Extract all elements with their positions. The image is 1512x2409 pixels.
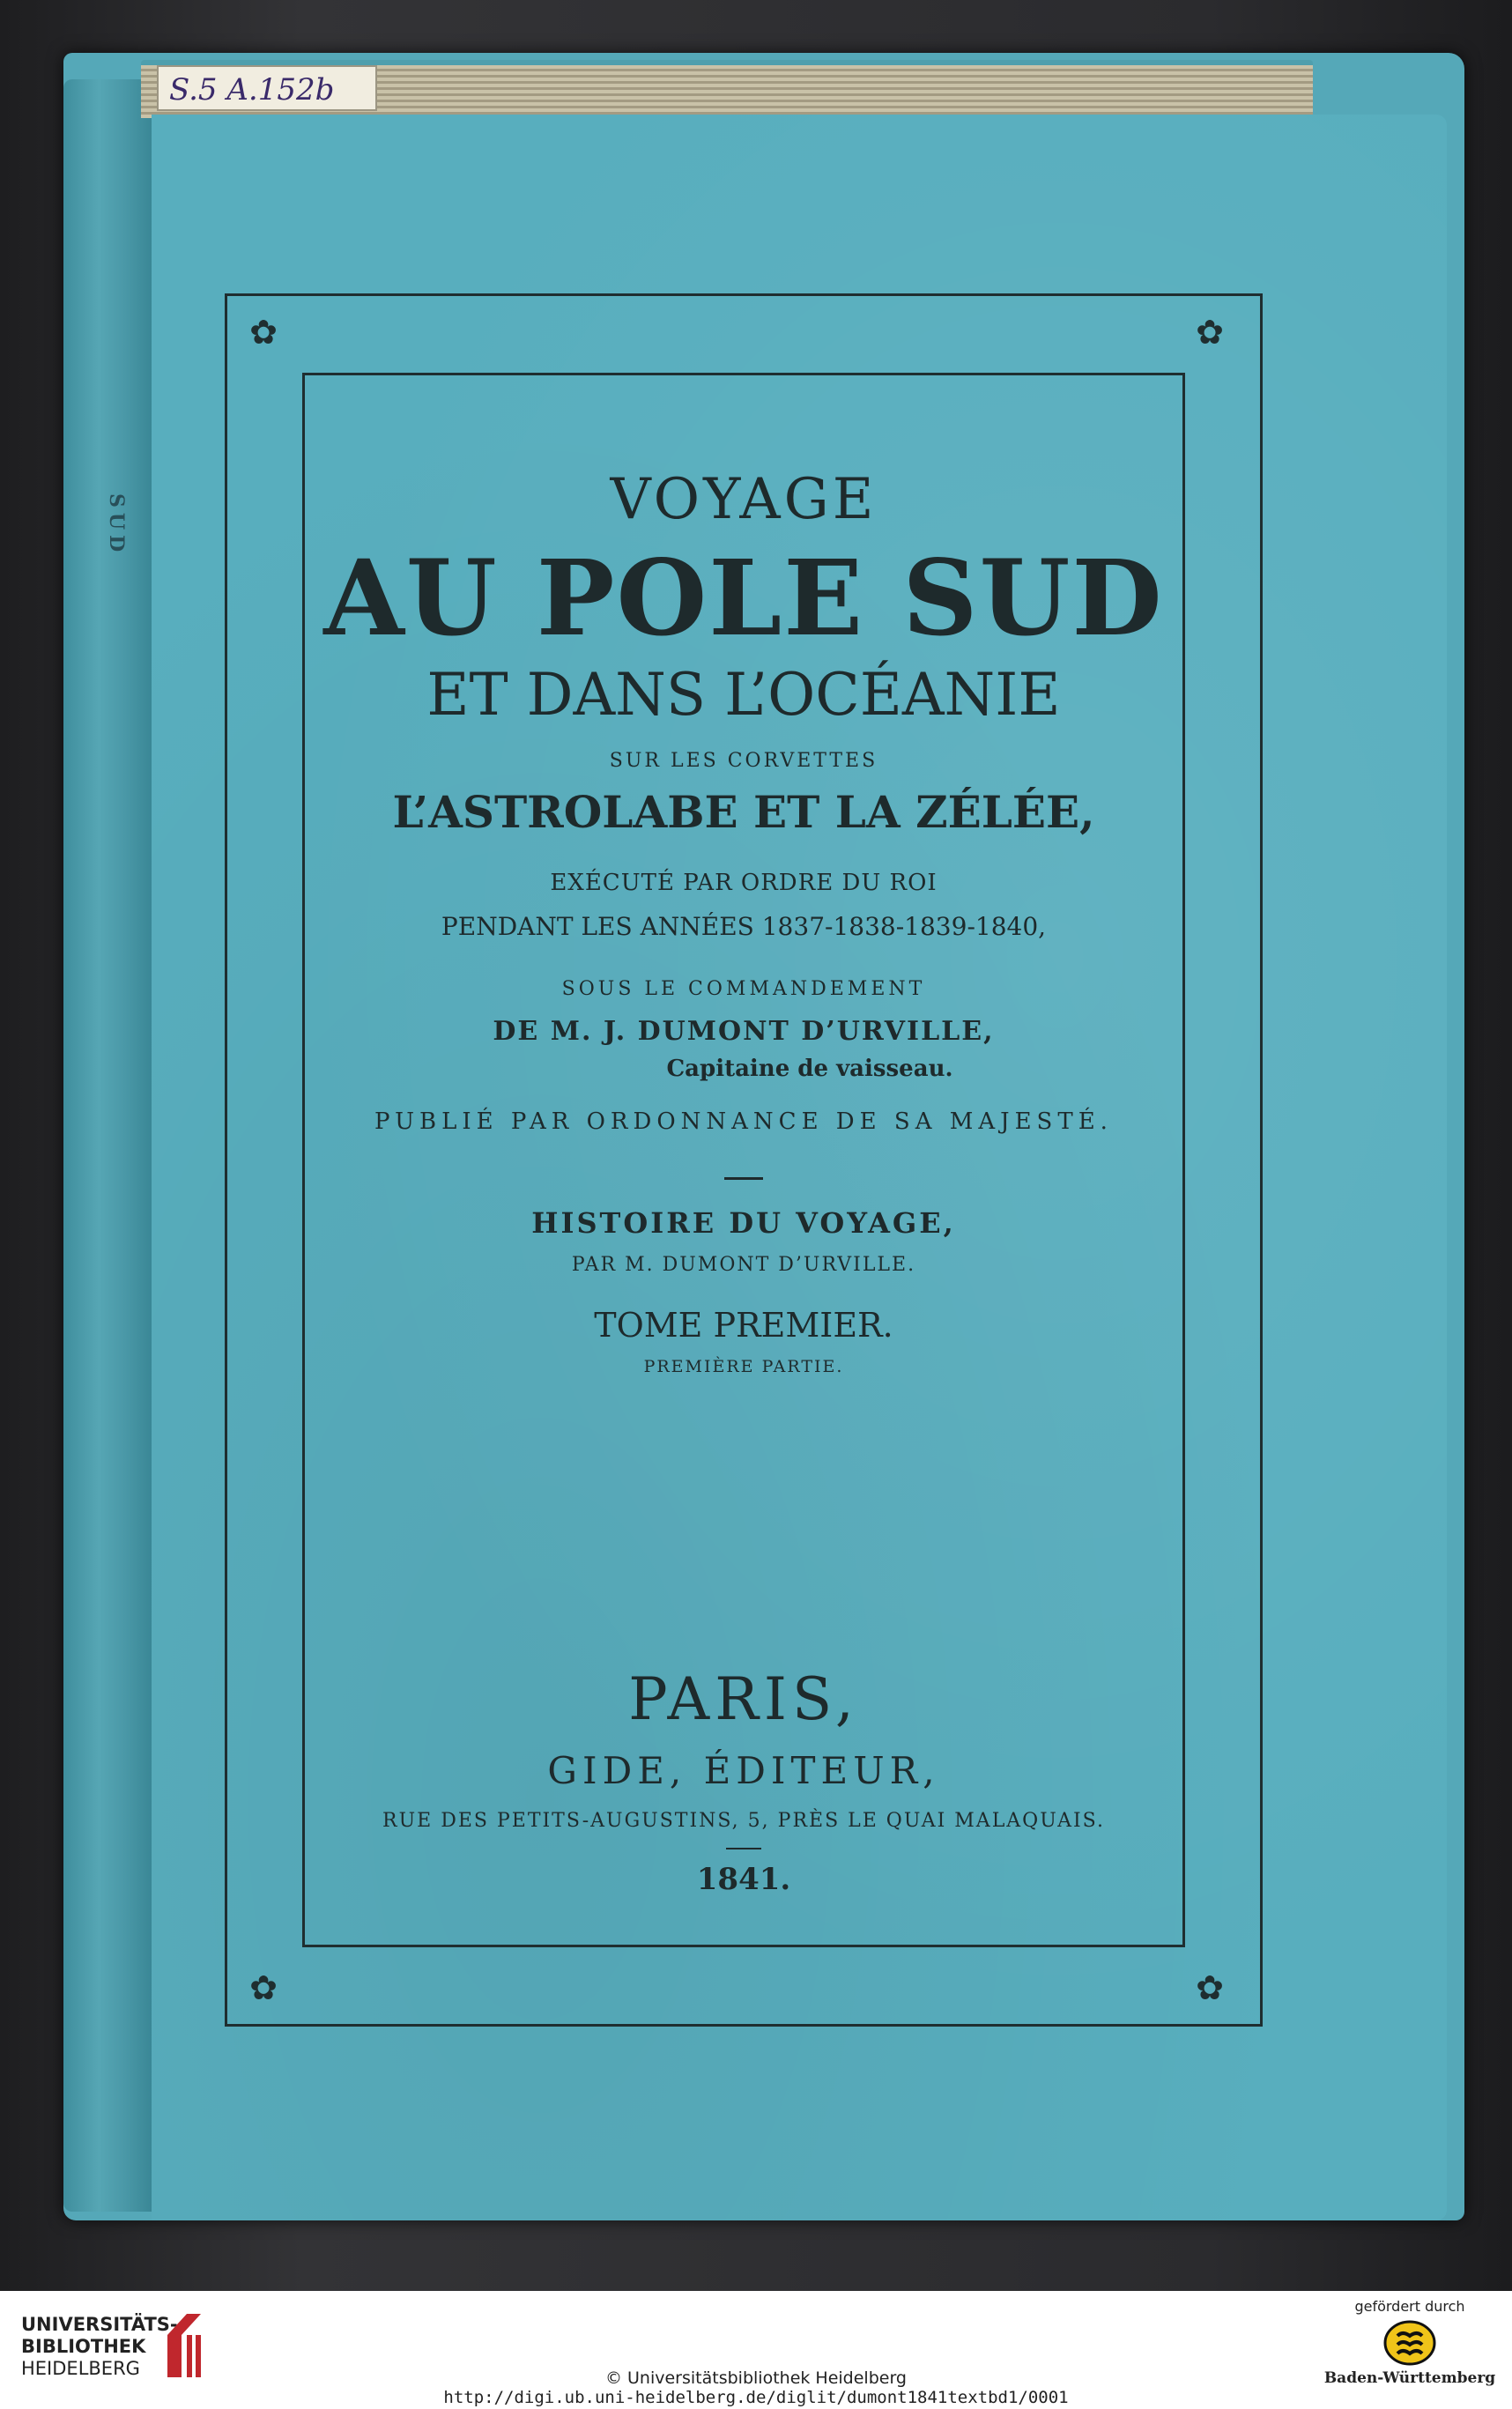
permalink-url[interactable]: http://digi.ub.uni-heidelberg.de/diglit/dumont1841textbd1/0001: [443, 2388, 1069, 2407]
title-block: [302, 441, 1185, 1376]
subtitle-corvettes: SUR LES CORVETTES: [609, 750, 878, 772]
spine-title: SUD: [105, 493, 128, 558]
histoire-heading: HISTOIRE DU VOYAGE,: [531, 1206, 956, 1240]
imprint-publisher: GIDE, ÉDITEUR,: [547, 1749, 940, 1792]
author-line: PAR M. DUMONT D’URVILLE.: [571, 1254, 916, 1276]
command-line: SOUS LE COMMANDEMENT: [561, 978, 926, 1000]
ship-names: L’ASTROLABE ET LA ZÉLÉE,: [392, 786, 1095, 838]
commander-name: DE M. J. DUMONT D’URVILLE,: [493, 1016, 995, 1047]
baden-wuerttemberg-seal-icon: [1383, 2320, 1436, 2366]
imprint-rule: [726, 1848, 761, 1849]
title-voyage: VOYAGE: [610, 467, 878, 532]
divider-rule: [724, 1177, 763, 1180]
copyright-notice: © Universitätsbibliothek Heidelberg: [604, 2368, 907, 2388]
order-line: EXÉCUTÉ PAR ORDRE DU ROI: [550, 870, 938, 896]
sponsor-label: gefördert durch: [1354, 2298, 1465, 2315]
ub-logo-line1: UNIVERSITÄTS-: [21, 2314, 178, 2335]
title-oceanie: ET DANS L’OCÉANIE: [426, 661, 1061, 729]
library-footer: [0, 2291, 1512, 2409]
rosette-icon: ✿: [249, 1968, 278, 2007]
commander-rank: Capitaine de vaisseau.: [666, 1056, 953, 1082]
call-number-label: S.5 A.152b: [157, 65, 377, 111]
publication-notice: PUBLIÉ PAR ORDONNANCE DE SA MAJESTÉ.: [374, 1108, 1113, 1135]
imprint-block: [302, 1665, 1185, 1897]
sponsor-block: [1322, 2298, 1498, 2387]
rosette-icon: ✿: [249, 313, 278, 352]
volume-line: TOME PREMIER.: [594, 1306, 893, 1345]
title-au-pole-sud: AU POLE SUD: [323, 537, 1164, 659]
rosette-icon: ✿: [1196, 313, 1224, 352]
imprint-city: PARIS,: [628, 1665, 859, 1733]
rosette-icon: ✿: [1196, 1968, 1224, 2007]
ub-logo-line3: HEIDELBERG: [21, 2358, 140, 2379]
imprint-year: 1841.: [696, 1862, 791, 1897]
ub-logo-line2: BIBLIOTHEK: [21, 2336, 146, 2357]
imprint-address: RUE DES PETITS-AUGUSTINS, 5, PRÈS LE QUAI MALAQUAIS.: [382, 1810, 1105, 1832]
book-spine: [63, 79, 152, 2212]
years-line: PENDANT LES ANNÉES 1837-1838-1839-1840,: [441, 912, 1047, 941]
sponsor-name: Baden-Württemberg: [1323, 2369, 1496, 2387]
part-line: PREMIÈRE PARTIE.: [643, 1357, 844, 1376]
